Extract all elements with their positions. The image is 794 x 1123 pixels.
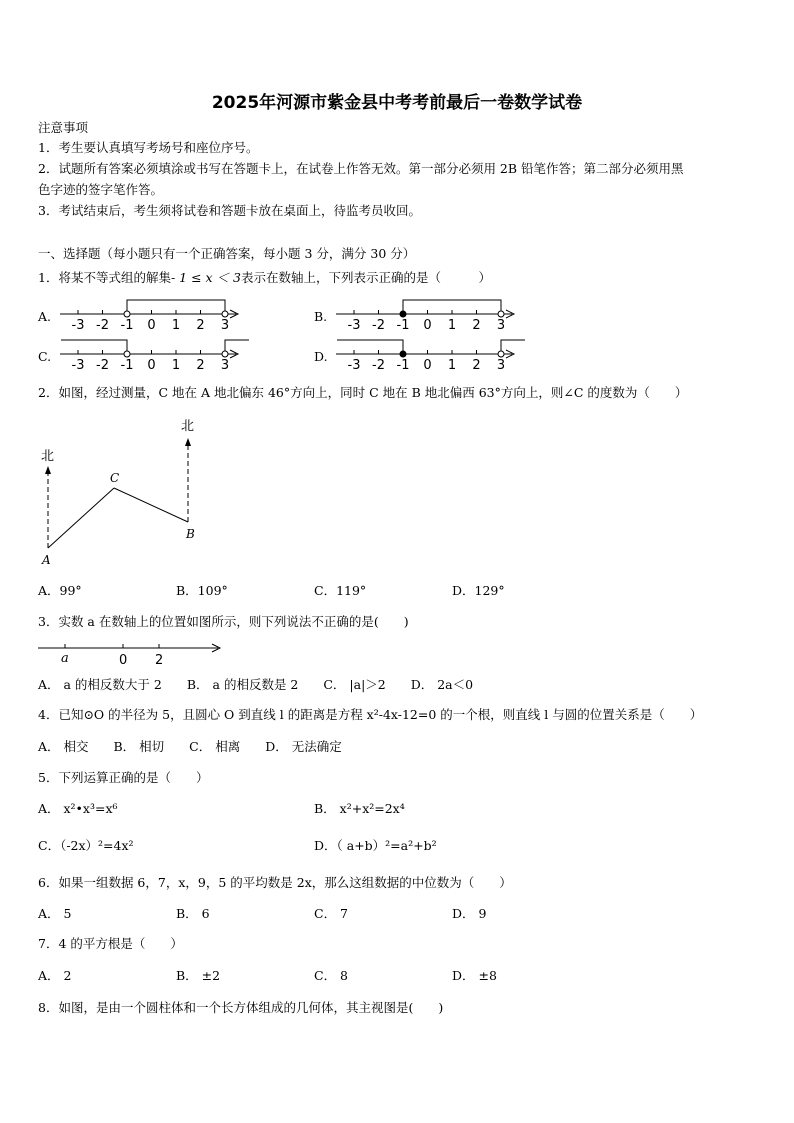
endpoint-left [124,311,130,317]
q2-option-d: D．129° [452,583,505,598]
tick-label: 2 [196,318,205,333]
notice-item-1: 1．考生要认真填写考场号和座位序号。 [38,140,259,155]
q1-numberline-b [336,296,526,332]
q7-stem: 7．4 的平方根是（ ） [38,936,183,951]
q5-option-a: A． x²•x³=x⁶ [38,801,118,816]
notice-item-2-cont: 色字迹的签字笔作答。 [38,182,164,197]
north-label-a: 北 [41,449,55,464]
endpoint-right [222,311,228,317]
q2-stem: 2．如图，经过测量，C 地在 A 地北偏东 46°方向上，同时 C 地在 B 地北偏西 63°方向上，则∠C 的度数为（ ） [38,385,688,400]
q5-option-b: B． x²+x²=2x⁴ [314,801,405,816]
section-heading: 一、选择题（每小题只有一个正确答案，每小题 3 分，满分 30 分） [38,246,416,261]
q1-label-b: B. [314,309,328,324]
segment-ac [48,488,114,548]
tick-label: 3 [496,318,506,333]
q2-option-a: A．99° [38,583,82,598]
tick-label: -2 [96,318,109,333]
q1-numberline-d [336,336,526,372]
notice-item-3: 3．考试结束后，考生须将试卷和答题卡放在桌面上，待监考员收回。 [38,203,421,218]
tick-label: -3 [347,358,361,373]
q7-option-a: A． 2 [38,968,72,983]
endpoint-left [400,311,406,317]
q6-option-c: C． 7 [314,906,348,921]
q1-numberline-c [60,336,250,372]
q7-option-c: C． 8 [314,968,348,983]
q4-options: A． 相交 B． 相切 C． 相离 D． 无法确定 [38,739,342,754]
q1-numberline-a [60,296,250,332]
tick-label: 2 [472,358,481,373]
q6-stem: 6．如果一组数据 6，7，x，9，5 的平均数是 2x，那么这组数据的中位数为（ ） [38,875,512,890]
solution-region-right [501,340,525,354]
tick-label: -1 [120,318,134,333]
tick-label: -3 [347,318,361,333]
q1-label-a: A. [38,309,52,324]
q1-stem-a: 1．将某不等式组的解集 [38,270,171,285]
tick-label: -1 [396,358,410,373]
solution-region-right [225,340,249,354]
tick-label: 1 [171,358,181,373]
tick-label: -1 [120,358,134,373]
tick-label: 0 [423,318,432,333]
tick-label: -3 [71,358,85,373]
q1-label-c: C. [38,349,52,364]
q8-stem: 8．如图，是由一个圆柱体和一个长方体组成的几何体，其主视图是( ) [38,1000,444,1015]
tick-label: 3 [220,318,230,333]
tick-label: 3 [496,358,506,373]
tick-label: 2 [196,358,205,373]
q7-option-b: B． ±2 [176,968,221,983]
endpoint-right [222,351,228,357]
endpoint-right [498,351,504,357]
tick-label: 0 [423,358,432,373]
q1-stem-b: 表示在数轴上，下列表示正确的是（ ） [241,270,492,285]
page-title: 2025年河源市紫金县中考考前最后一卷数学试卷 [211,93,583,113]
q2-option-c: C．119° [314,583,367,598]
tick-label: 0 [147,358,156,373]
notice-item-2: 2．试题所有答案必须填涂或书写在答题卡上，在试卷上作答无效。第一部分必须用 2B 铅笔作答；第二部分必须用黑 [38,161,684,176]
north-label-b: 北 [181,419,195,434]
axis-label-2: 2 [155,653,164,668]
tick-label: 1 [447,318,457,333]
q3-options: A． a 的相反数大于 2 B． a 的相反数是 2 C． |a|＞2 D． 2a＜0 [38,677,474,692]
solution-region-left [61,340,127,354]
tick-label: 0 [147,318,156,333]
tick-label: -1 [396,318,410,333]
tick-label: -2 [372,318,385,333]
q3-numberline [36,638,226,668]
segment-cb [114,488,188,522]
tick-label: -2 [372,358,385,373]
tick-label: -3 [71,318,85,333]
tick-label: 1 [171,318,181,333]
point-a-label: A [42,553,51,567]
q6-option-b: B． 6 [176,906,210,921]
q1-inequality: - 1 ≤ x ＜ 3 [170,270,241,285]
q1-label-d: D. [314,349,328,364]
solution-region-left [337,340,403,354]
tick-label: 3 [220,358,230,373]
point-c-label: C [110,471,120,485]
point-b-label: B [186,527,195,541]
q6-option-d: D． 9 [452,906,487,921]
q4-stem: 4．已知⊙O 的半径为 5，且圆心 O 到直线 l 的距离是方程 x²-4x-12=0 的一个根，则直线 l 与圆的位置关系是（ ） [38,707,703,722]
tick-label: 2 [472,318,481,333]
endpoint-left [124,351,130,357]
endpoint-right [498,311,504,317]
tick-label: 1 [447,358,457,373]
q2-figure [30,412,230,572]
axis-label-0: 0 [119,653,128,668]
q5-stem: 5．下列运算正确的是（ ） [38,770,209,785]
q7-option-d: D． ±8 [452,968,497,983]
q1-stem [38,270,491,286]
q5-option-c: C．（-2x）²=4x² [38,838,134,853]
q3-stem: 3．实数 a 在数轴上的位置如图所示，则下列说法不正确的是( ) [38,614,409,629]
q5-option-d: D．（ a+b）²=a²+b² [314,838,437,853]
endpoint-left [400,351,406,357]
tick-label: -2 [96,358,109,373]
axis-label-a: a [61,651,69,666]
q6-option-a: A． 5 [38,906,72,921]
q2-option-b: B．109° [176,583,228,598]
notice-heading: 注意事项 [38,120,89,135]
